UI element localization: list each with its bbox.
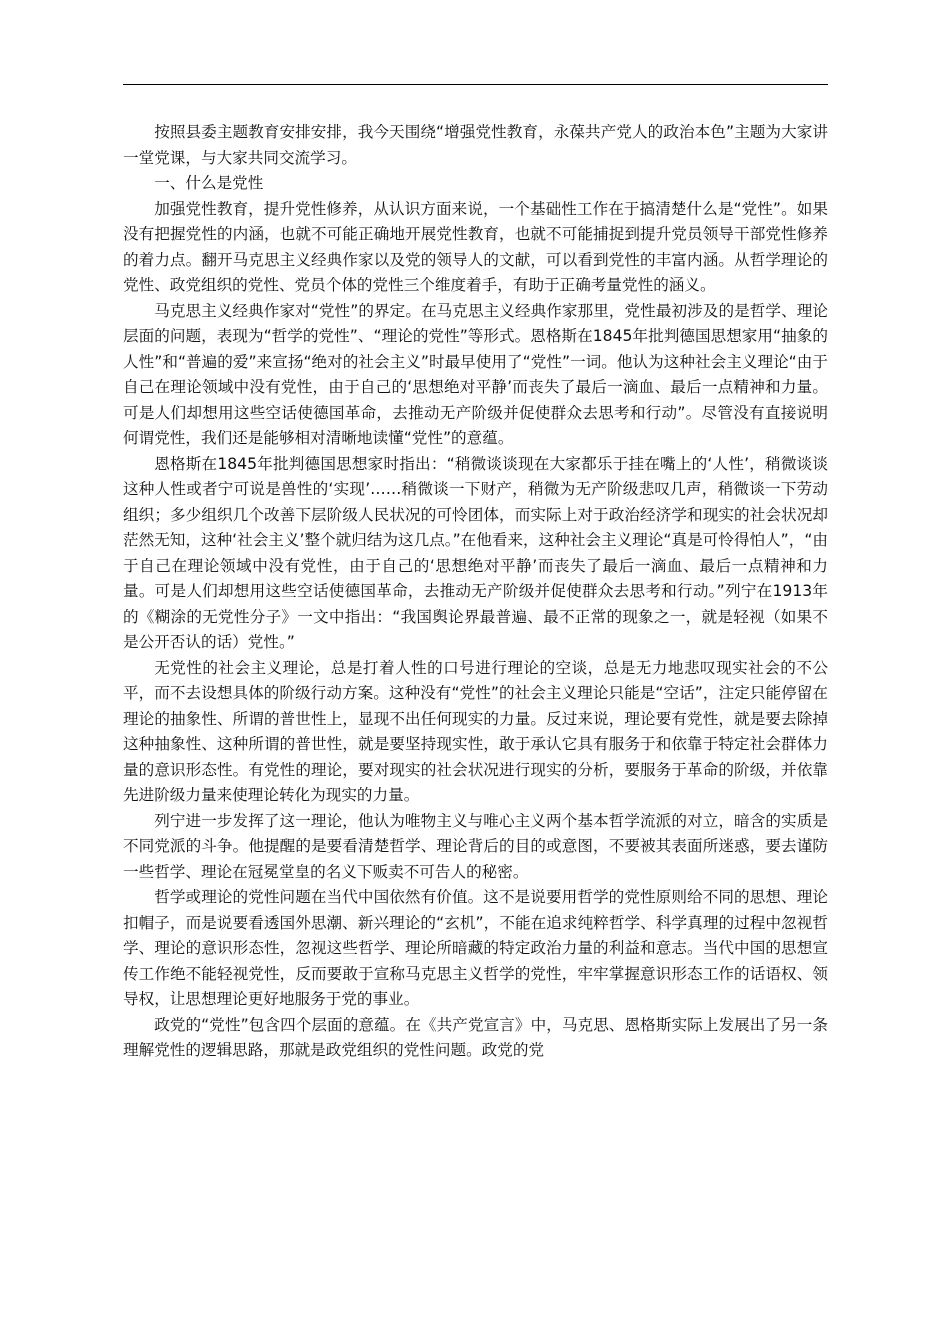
header-rule xyxy=(123,84,828,85)
body-paragraph: 政党的“党性”包含四个层面的意蕴。在《共产党宣言》中，马克思、恩格斯实际上发展出了另一条理解党性的逻辑思路，那就是政党组织的党性问题。政党的党 xyxy=(123,1015,828,1059)
body-paragraph: 哲学或理论的党性问题在当代中国依然有价值。这不是说要用哲学的党性原则给不同的思想、理论扣帽子，而是说要看透国外思潮、新兴理论的“玄机”，不能在追求纯粹哲学、科学真理的过程中忽视哲学、理论的意识形态性，忽视这些哲学、理论所暗藏的特定政治力量的利益和意志。当代中国的思想宣传工作绝不能轻视党性，反而要敢于宣称马克思主义哲学的党性，牢牢掌握意识形态工作的话语权、领导权，让思想理论更好地服务于党的事业。 xyxy=(123,888,828,1008)
body-paragraph: 恩格斯在1845年批判德国思想家时指出：“稍微谈谈现在大家都乐于挂在嘴上的‘人性’，稍微谈谈这种人性或者宁可说是兽性的‘实现’……稍微谈一下财产，稍微为无产阶级悲叹几声，稍微谈一下劳动组织；多少组织几个改善下层阶级人民状况的可怜团体，而实际上对于政治经济学和现实的社会状况却茫然无知，这种‘社会主义’整个就归结为这几点。”在他看来，这种社会主义理论“真是可怜得怕人”，“由于自己在理论领域中没有党性，由于自己的‘思想绝对平静’而丧失了最后一滴血、最后一点精神和力量。可是人们却想用这些空话使德国革命，去推动无产阶级并促使群众去思考和行动。”列宁在1913年的《糊涂的无党性分子》一文中指出：“我国舆论界最普遍、最不正常的现象之一，就是轻视（如果不是公开否认的话）党性。” xyxy=(123,454,828,651)
body-paragraph: 无党性的社会主义理论，总是打着人性的口号进行理论的空谈，总是无力地悲叹现实社会的不公平，而不去设想具体的阶级行动方案。这种没有“党性”的社会主义理论只能是“空话”，注定只能停留在理论的抽象性、所谓的普世性上，显现不出任何现实的力量。反过来说，理论要有党性，就是要去除掉这种抽象性、这种所谓的普世性，就是要坚持现实性，敢于承认它具有服务于和依靠于特定社会群体力量的意识形态性。有党性的理论，要对现实的社会状况进行现实的分析，要服务于革命的阶级，并依靠先进阶级力量来使理论转化为现实的力量。 xyxy=(123,658,828,804)
document-body xyxy=(123,120,828,1064)
body-paragraph: 马克思主义经典作家对“党性”的界定。在马克思主义经典作家那里，党性最初涉及的是哲学、理论层面的问题，表现为“哲学的党性”、“理论的党性”等形式。恩格斯在1845年批判德国思想家用“抽象的人性”和“普遍的爱”来宣扬“绝对的社会主义”时最早使用了“党性”一词。他认为这种社会主义理论“由于自己在理论领域中没有党性，由于自己的‘思想绝对平静’而丧失了最后一滴血、最后一点精神和力量。可是人们却想用这些空话使德国革命，去推动无产阶级并促使群众去思考和行动”。尽管没有直接说明何谓党性，我们还是能够相对清晰地读懂“党性”的意蕴。 xyxy=(123,301,828,447)
section-heading: 一、什么是党性 xyxy=(154,174,264,192)
body-paragraph: 列宁进一步发挥了这一理论，他认为唯物主义与唯心主义两个基本哲学流派的对立，暗含的实质是不同党派的斗争。他提醒的是要看清楚哲学、理论背后的目的或意图，不要被其表面所迷惑，要去谨防一些哲学、理论在冠冕堂皇的名义下贩卖不可告人的秘密。 xyxy=(123,811,828,881)
body-paragraph: 加强党性教育，提升党性修养，从认识方面来说，一个基础性工作在于搞清楚什么是“党性”。如果没有把握党性的内涵，也就不可能正确地开展党性教育，也就不可能捕捉到提升党员领导干部党性修养的着力点。翻开马克思主义经典作家以及党的领导人的文献，可以看到党性的丰富内涵。从哲学理论的党性、政党组织的党性、党员个体的党性三个维度着手，有助于正确考量党性的涵义。 xyxy=(123,199,828,294)
intro-paragraph: 按照县委主题教育安排安排，我今天围绕“增强党性教育，永葆共产党人的政治本色”主题为大家讲一堂党课，与大家共同交流学习。 xyxy=(123,123,828,167)
